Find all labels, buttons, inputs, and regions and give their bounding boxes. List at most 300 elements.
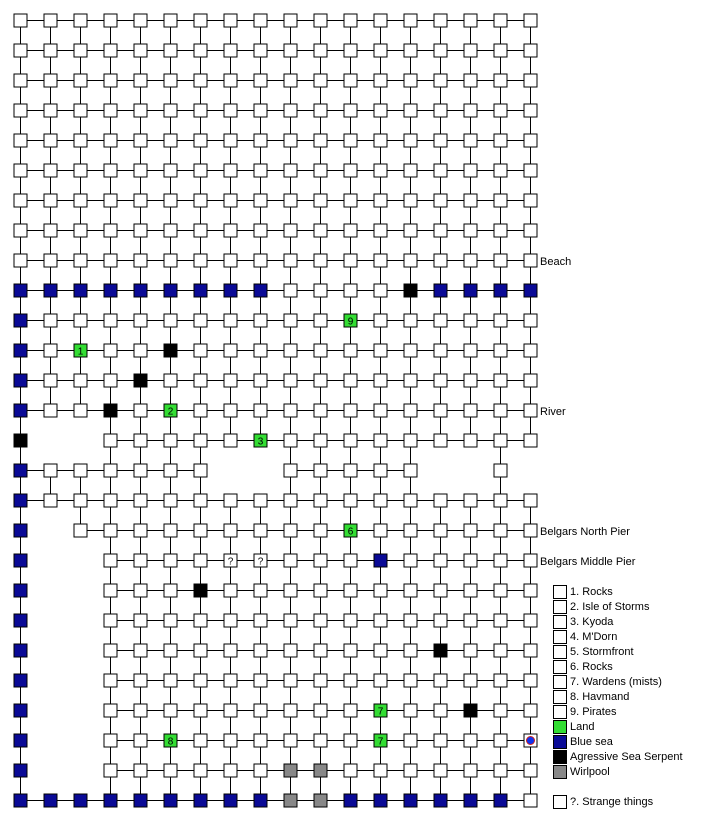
legend-item <box>553 720 703 734</box>
map-cell <box>104 704 117 717</box>
map-cell <box>434 494 447 507</box>
map-cell <box>164 74 177 87</box>
map-cell-sea <box>464 284 477 297</box>
map-cell <box>344 464 357 477</box>
map-cell <box>14 74 27 87</box>
map-cell-sea <box>14 314 27 327</box>
map-cell <box>314 404 327 417</box>
map-cell <box>434 74 447 87</box>
map-cell <box>314 614 327 627</box>
map-cell <box>104 44 117 57</box>
map-cell <box>464 104 477 117</box>
map-cell <box>224 134 237 147</box>
map-cell <box>314 674 327 687</box>
map-cell <box>224 74 237 87</box>
legend-swatch <box>553 765 567 779</box>
map-cell <box>464 224 477 237</box>
map-cell <box>224 254 237 267</box>
map-cell <box>44 164 57 177</box>
cell-label: 6 <box>347 526 354 538</box>
map-cell-sea <box>14 374 27 387</box>
map-cell <box>314 434 327 447</box>
map-cell <box>494 764 507 777</box>
map-cell <box>524 44 537 57</box>
map-cell-sea <box>224 284 237 297</box>
map-cell <box>74 494 87 507</box>
map-cell <box>254 644 267 657</box>
map-cell <box>464 314 477 327</box>
legend-item <box>553 630 703 644</box>
map-cell <box>374 134 387 147</box>
map-cell <box>164 704 177 717</box>
map-cell <box>494 614 507 627</box>
map-cell <box>314 194 327 207</box>
map-cell-sea <box>344 794 357 807</box>
legend-item <box>553 660 703 674</box>
map-cell-sea <box>44 284 57 297</box>
map-cell <box>74 44 87 57</box>
map-cell <box>524 674 537 687</box>
map-cell <box>104 584 117 597</box>
map-cell <box>284 584 297 597</box>
map-cell <box>434 194 447 207</box>
map-cell <box>284 554 297 567</box>
map-cell <box>374 104 387 117</box>
map-cell-sea <box>524 284 537 297</box>
map-cell-sea <box>404 794 417 807</box>
legend-swatch <box>553 585 567 599</box>
map-cell <box>374 284 387 297</box>
map-cell <box>404 74 417 87</box>
legend-item <box>553 600 703 614</box>
map-cell <box>74 314 87 327</box>
map-cell <box>224 494 237 507</box>
map-cell-whirlpool <box>314 764 327 777</box>
map-cell <box>314 314 327 327</box>
map-cell <box>314 224 327 237</box>
map-cell-serpent <box>14 434 27 447</box>
map-cell <box>74 104 87 117</box>
map-cell <box>404 44 417 57</box>
map-cell <box>434 434 447 447</box>
map-cell <box>494 404 507 417</box>
map-cell <box>254 374 267 387</box>
map-cell-serpent <box>464 704 477 717</box>
map-cell <box>14 104 27 117</box>
legend-item <box>553 690 703 704</box>
legend-label: 9. Pirates <box>570 706 617 718</box>
legend-label: Land <box>570 721 595 733</box>
map-cell <box>344 404 357 417</box>
map-cell <box>74 194 87 207</box>
map-cell <box>104 314 117 327</box>
map-cell <box>74 134 87 147</box>
map-cell <box>134 194 147 207</box>
map-cell <box>494 44 507 57</box>
map-cell <box>344 344 357 357</box>
map-cell <box>404 14 417 27</box>
map-cell <box>74 254 87 267</box>
map-cell <box>164 434 177 447</box>
map-cell <box>104 434 117 447</box>
map-cell-sea <box>14 644 27 657</box>
map-cell <box>344 194 357 207</box>
map-cell <box>524 224 537 237</box>
map-cell <box>524 344 537 357</box>
map-cell <box>284 14 297 27</box>
map-cell <box>374 404 387 417</box>
map-cell <box>254 344 267 357</box>
map-cell <box>464 644 477 657</box>
map-cell <box>104 164 117 177</box>
map-cell-sea <box>14 464 27 477</box>
map-cell <box>284 74 297 87</box>
map-cell <box>284 194 297 207</box>
map-cell-serpent <box>434 644 447 657</box>
map-cell <box>494 734 507 747</box>
map-cell-serpent <box>134 374 147 387</box>
legend-swatch <box>553 675 567 689</box>
map-cell <box>314 254 327 267</box>
map-cell <box>344 374 357 387</box>
legend-item <box>553 765 703 779</box>
map-cell <box>104 374 117 387</box>
grid-connectors <box>21 21 531 801</box>
map-cell <box>464 164 477 177</box>
map-cell <box>224 704 237 717</box>
map-cell <box>524 704 537 717</box>
map-cell <box>314 524 327 537</box>
map-cell-sea <box>14 404 27 417</box>
map-cell <box>164 134 177 147</box>
legend-item <box>553 585 703 599</box>
map-cell <box>44 104 57 117</box>
map-cell <box>74 74 87 87</box>
map-cell-sea <box>44 794 57 807</box>
map-cell <box>524 254 537 267</box>
map-cell <box>284 704 297 717</box>
map-cell <box>344 44 357 57</box>
map-cell <box>344 644 357 657</box>
map-cell <box>194 314 207 327</box>
map-cell <box>104 194 117 207</box>
map-cell <box>254 404 267 417</box>
map-cell <box>374 614 387 627</box>
map-cell <box>284 344 297 357</box>
map-cell-sea <box>164 794 177 807</box>
map-cell <box>224 44 237 57</box>
map-cell <box>224 344 237 357</box>
map-cell <box>284 254 297 267</box>
map-cell <box>524 104 537 117</box>
map-cell <box>104 734 117 747</box>
map-cell <box>524 14 537 27</box>
map-cell <box>254 584 267 597</box>
map-cell <box>224 104 237 117</box>
map-cell-whirlpool <box>284 764 297 777</box>
map-cell <box>344 494 357 507</box>
map-cell <box>164 644 177 657</box>
legend-label: Agressive Sea Serpent <box>570 751 683 763</box>
map-cell <box>344 254 357 267</box>
map-cell <box>464 434 477 447</box>
map-cell <box>284 224 297 237</box>
map-cell <box>224 644 237 657</box>
legend-swatch <box>553 750 567 764</box>
map-cell <box>254 44 267 57</box>
map-cell <box>404 764 417 777</box>
map-cell <box>494 134 507 147</box>
map-cell <box>464 404 477 417</box>
map-cell <box>464 44 477 57</box>
legend-swatch <box>553 795 567 809</box>
map-cell-sea <box>14 494 27 507</box>
map-cell <box>104 764 117 777</box>
label-belgars-middle-pier: Belgars Middle Pier <box>540 556 636 568</box>
map-cell <box>254 134 267 147</box>
map-cell <box>104 554 117 567</box>
cell-label: 8 <box>167 736 174 748</box>
map-cell <box>134 44 147 57</box>
map-cell <box>494 74 507 87</box>
map-cell <box>524 164 537 177</box>
legend-label: 2. Isle of Storms <box>570 601 650 613</box>
map-cell-sea <box>194 794 207 807</box>
map-cell <box>434 104 447 117</box>
map-cell <box>134 554 147 567</box>
map-cell <box>104 104 117 117</box>
map-cell <box>524 644 537 657</box>
map-cell <box>344 104 357 117</box>
label-beach: Beach <box>540 256 572 268</box>
map-cell <box>104 74 117 87</box>
map-cell <box>374 254 387 267</box>
map-cell <box>344 764 357 777</box>
cell-label: 2 <box>167 406 174 418</box>
map-cell <box>254 224 267 237</box>
map-cell <box>104 254 117 267</box>
map-cell <box>104 644 117 657</box>
map-cell <box>134 614 147 627</box>
map-cell <box>224 374 237 387</box>
map-cell <box>344 164 357 177</box>
legend-swatch <box>553 600 567 614</box>
legend-item <box>553 645 703 659</box>
map-cell <box>524 194 537 207</box>
map-cell <box>44 254 57 267</box>
map-cell <box>44 194 57 207</box>
map-cell <box>224 434 237 447</box>
map-cell <box>314 44 327 57</box>
map-cell <box>44 344 57 357</box>
map-cell <box>134 74 147 87</box>
map-cell-sea <box>194 284 207 297</box>
map-cell <box>434 14 447 27</box>
map-cell <box>434 134 447 147</box>
map-cell <box>164 554 177 567</box>
map-cell-sea <box>14 344 27 357</box>
map-cell <box>254 164 267 177</box>
map-cell <box>314 74 327 87</box>
map-cell <box>374 314 387 327</box>
map-cell <box>284 614 297 627</box>
map-cell-sea <box>494 794 507 807</box>
legend-label: 3. Kyoda <box>570 616 614 628</box>
map-cell <box>524 794 537 807</box>
legend-item <box>553 705 703 719</box>
map-cell <box>524 614 537 627</box>
map-cell <box>404 344 417 357</box>
map-cell-sea <box>14 734 27 747</box>
map-cell <box>254 104 267 117</box>
map-cell <box>44 374 57 387</box>
map-cell-sea <box>434 794 447 807</box>
map-cell <box>314 284 327 297</box>
map-cell <box>284 374 297 387</box>
map-cell <box>374 14 387 27</box>
map-cell <box>404 674 417 687</box>
map-cell <box>314 14 327 27</box>
map-cell-sea <box>134 284 147 297</box>
map-cell <box>104 524 117 537</box>
map-cell <box>434 614 447 627</box>
legend-label: 5. Stormfront <box>570 646 634 658</box>
map-cell <box>254 194 267 207</box>
map-cell <box>374 644 387 657</box>
map-cell <box>464 614 477 627</box>
map-cell <box>224 194 237 207</box>
map-cell <box>404 494 417 507</box>
legend-item <box>553 735 703 749</box>
map-cell-sea <box>164 284 177 297</box>
map-cell <box>494 194 507 207</box>
legend-swatch <box>553 660 567 674</box>
map-cell <box>14 44 27 57</box>
map-cell <box>14 164 27 177</box>
map-cell <box>404 224 417 237</box>
map-cell <box>134 764 147 777</box>
map-cell <box>164 44 177 57</box>
map-cell <box>14 14 27 27</box>
map-cell <box>194 554 207 567</box>
map-cell-sea <box>14 614 27 627</box>
legend-item-strange-things <box>553 795 703 809</box>
map-cell <box>284 404 297 417</box>
map-cell <box>14 224 27 237</box>
map-cell-serpent <box>194 584 207 597</box>
map-cell <box>404 314 417 327</box>
map-cell <box>254 14 267 27</box>
map-cell <box>524 404 537 417</box>
map-cell <box>434 674 447 687</box>
map-cell <box>134 164 147 177</box>
map-cell <box>164 254 177 267</box>
map-cell <box>464 254 477 267</box>
map-cell <box>374 494 387 507</box>
map-cell <box>164 224 177 237</box>
map-cell <box>464 674 477 687</box>
map-cell <box>344 14 357 27</box>
map-cell <box>494 524 507 537</box>
map-cell <box>44 14 57 27</box>
map-cell-sea <box>14 284 27 297</box>
map-cell <box>464 494 477 507</box>
map-cell <box>434 764 447 777</box>
legend-label: 6. Rocks <box>570 661 613 673</box>
map-cell <box>404 164 417 177</box>
legend-swatch <box>553 735 567 749</box>
map-cell <box>374 584 387 597</box>
map-cell <box>134 584 147 597</box>
map-cell <box>74 224 87 237</box>
map-cell-sea <box>374 554 387 567</box>
map-cell <box>344 224 357 237</box>
map-cell <box>134 524 147 537</box>
map-cell <box>104 614 117 627</box>
map-cell <box>44 224 57 237</box>
map-cell-sea <box>464 794 477 807</box>
map-cell <box>44 494 57 507</box>
map-cell <box>74 464 87 477</box>
legend-label: 4. M'Dorn <box>570 631 618 643</box>
map-cell <box>284 734 297 747</box>
map-cell <box>284 464 297 477</box>
map-cell-sea <box>104 794 117 807</box>
map-cell <box>404 584 417 597</box>
map-cell <box>194 614 207 627</box>
map-cell <box>374 524 387 537</box>
map-cell <box>74 14 87 27</box>
map-cell <box>194 764 207 777</box>
map-cell <box>134 404 147 417</box>
map-cell <box>104 14 117 27</box>
map-cell <box>194 374 207 387</box>
map-cell <box>464 344 477 357</box>
map-cell <box>224 734 237 747</box>
map-cell <box>464 14 477 27</box>
map-cell <box>524 764 537 777</box>
map-cell <box>494 674 507 687</box>
map-cell <box>404 554 417 567</box>
map-cell <box>254 734 267 747</box>
map-cell <box>164 314 177 327</box>
map-cell <box>524 524 537 537</box>
map-cell <box>284 674 297 687</box>
map-cell <box>344 674 357 687</box>
map-cell <box>284 494 297 507</box>
map-cell <box>44 134 57 147</box>
map-cell <box>74 404 87 417</box>
map-cell <box>314 584 327 597</box>
map-cell-sea <box>254 284 267 297</box>
cell-label: ? <box>257 556 264 568</box>
map-cell <box>314 644 327 657</box>
map-cell <box>404 644 417 657</box>
map-cell-whirlpool <box>314 794 327 807</box>
map-cell <box>44 404 57 417</box>
map-cell <box>194 164 207 177</box>
map-cell-sea <box>494 284 507 297</box>
map-cell <box>104 674 117 687</box>
map-cell <box>434 44 447 57</box>
map-cell <box>494 494 507 507</box>
map-cell <box>464 134 477 147</box>
cell-label: 1 <box>77 346 84 358</box>
map-cell <box>344 434 357 447</box>
map-cell <box>224 584 237 597</box>
map-cell-serpent <box>164 344 177 357</box>
map-cell <box>224 314 237 327</box>
